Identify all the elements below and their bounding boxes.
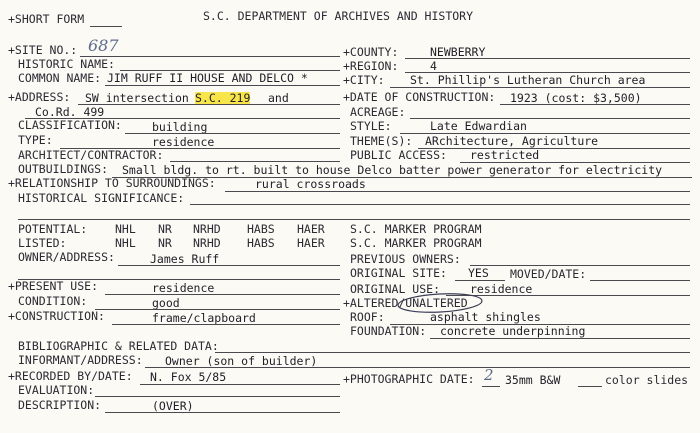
listed-label: LISTED:: [18, 236, 67, 250]
potential-nr: NR: [158, 222, 172, 236]
present-use-value: residence: [152, 281, 215, 295]
photographic-label: +PHOTOGRAPHIC DATE:: [343, 372, 475, 386]
outbuildings-value: Small bldg. to rt. built to house Delco batter power generator for electricity: [122, 163, 663, 177]
themes-label: THEME(S):: [350, 134, 413, 148]
city-line: [390, 87, 690, 88]
listed-habs: HABS: [247, 236, 275, 250]
evaluation-line: [95, 396, 340, 397]
bibliographic-label: BIBLIOGRAPHIC & RELATED DATA:: [18, 339, 219, 353]
foundation-value: concrete underpinning: [440, 324, 586, 338]
department-title: S.C. DEPARTMENT OF ARCHIVES AND HISTORY: [203, 9, 474, 23]
address-value-2: and: [268, 91, 289, 105]
recorded-value: N. Fox 5/85: [150, 370, 227, 384]
relationship-label: +RELATIONSHIP TO SURROUNDINGS:: [8, 176, 216, 190]
present-use-line: [105, 294, 340, 295]
address-value-3: Co.Rd. 499: [35, 105, 105, 119]
type-label: TYPE:: [18, 133, 53, 147]
informant-value: Owner (son of builder): [165, 354, 318, 368]
description-line: [105, 412, 340, 413]
original-use-label: ORIGINAL USE:: [350, 282, 441, 296]
short-form-label: +SHORT FORM: [8, 12, 85, 26]
common-name-line: [105, 85, 340, 86]
photo-count-line: [482, 386, 500, 387]
original-use-value: residence: [470, 282, 533, 296]
recorded-label: +RECORDED BY/DATE:: [8, 369, 133, 383]
site-no-label: +SITE NO.:: [8, 43, 78, 57]
listed-nr: NR: [158, 236, 172, 250]
potential-habs: HABS: [247, 222, 275, 236]
roof-label: ROOF:: [350, 310, 385, 324]
potential-label: POTENTIAL:: [18, 222, 88, 236]
color-slides-label: color slides: [605, 373, 689, 387]
address-line: [78, 104, 340, 105]
recorded-line: [140, 384, 340, 385]
condition-line: [95, 309, 340, 310]
previous-owners-label: PREVIOUS OWNERS:: [350, 252, 461, 266]
region-value: 4: [430, 59, 437, 73]
address-value-1: SW intersection: [85, 91, 189, 105]
style-label: STYLE:: [350, 119, 392, 133]
original-site-line: [455, 280, 505, 281]
original-site-value: YES: [468, 266, 489, 280]
county-label: +COUNTY:: [343, 45, 399, 59]
common-name-label: COMMON NAME:: [18, 71, 102, 85]
short-form-line: [90, 26, 122, 27]
owner-line: [118, 265, 340, 266]
condition-value: good: [152, 296, 180, 310]
historical-significance-line: [190, 204, 690, 205]
historical-significance-line-2: [18, 219, 690, 220]
architect-line: [170, 161, 340, 162]
date-value: 1923 (cost: $3,500): [510, 91, 642, 105]
moved-date-line: [590, 280, 690, 281]
condition-label: CONDITION:: [18, 294, 88, 308]
bibliographic-line: [215, 352, 690, 353]
themes-value: ARchitecture, Agriculture: [425, 134, 599, 148]
region-label: +REGION:: [343, 59, 399, 73]
date-label: +DATE OF CONSTRUCTION:: [343, 90, 496, 104]
potential-nrhd: NRHD: [193, 222, 221, 236]
listed-nrhd: NRHD: [193, 236, 221, 250]
roof-value: asphalt shingles: [430, 310, 541, 324]
outbuildings-label: OUTBUILDINGS:: [18, 162, 109, 176]
county-value: NEWBERRY: [430, 45, 486, 59]
construction-line: [112, 324, 340, 325]
date-line: [500, 104, 690, 105]
description-label: DESCRIPTION:: [18, 398, 102, 412]
marker-program-2: S.C. MARKER PROGRAM: [350, 236, 482, 250]
owner-value: James Ruff: [150, 252, 220, 266]
city-label: +CITY:: [343, 73, 385, 87]
foundation-label: FOUNDATION:: [350, 324, 427, 338]
classification-line: [125, 133, 340, 134]
altered-label: +ALTERED/UNALTERED: [343, 296, 468, 310]
public-access-label: PUBLIC ACCESS:: [350, 148, 447, 162]
description-value: (OVER): [152, 399, 194, 413]
themes-line: [418, 148, 690, 149]
original-site-label: ORIGINAL SITE:: [350, 266, 447, 280]
classification-value: building: [152, 120, 208, 134]
historical-significance-label: HISTORICAL SIGNIFICANCE:: [18, 191, 185, 205]
construction-value: frame/clapboard: [152, 311, 256, 325]
previous-owners-line: [470, 265, 690, 266]
address-highlight: S.C. 219: [195, 91, 251, 105]
historic-name-label: HISTORIC NAME:: [18, 57, 115, 71]
photo-count-value: 2: [484, 366, 494, 384]
relationship-line: [225, 191, 690, 192]
marker-program-1: S.C. MARKER PROGRAM: [350, 222, 482, 236]
informant-label: INFORMANT/ADDRESS:: [18, 353, 143, 367]
address-label: +ADDRESS:: [8, 90, 71, 104]
style-value: Late Edwardian: [430, 119, 527, 133]
potential-nhl: NHL: [115, 222, 136, 236]
architect-label: ARCHITECT/CONTRACTOR:: [18, 148, 164, 162]
present-use-label: +PRESENT USE:: [8, 279, 99, 293]
owner-label: OWNER/ADDRESS:: [18, 250, 115, 264]
informant-line: [145, 367, 690, 368]
evaluation-label: EVALUATION:: [18, 383, 95, 397]
listed-haer: HAER: [297, 236, 325, 250]
acreage-label: ACREAGE:: [350, 105, 406, 119]
listed-nhl: NHL: [115, 236, 136, 250]
color-slides-line: [578, 386, 602, 387]
city-value: St. Phillip's Lutheran Church area: [410, 73, 646, 87]
site-no-line: [80, 56, 340, 57]
photo-value: 35mm B&W: [505, 373, 561, 387]
construction-label: +CONSTRUCTION:: [8, 309, 105, 323]
relationship-value: rural crossroads: [255, 177, 366, 191]
potential-haer: HAER: [297, 222, 325, 236]
public-access-value: restricted: [470, 148, 540, 162]
classification-label: CLASSIFICATION:: [18, 118, 122, 132]
moved-date-label: MOVED/DATE:: [510, 267, 587, 281]
site-no-value: 687: [88, 36, 119, 55]
foundation-line: [430, 338, 690, 339]
county-line: [405, 58, 690, 59]
common-name-value: JIM RUFF II HOUSE AND DELCO *: [107, 71, 308, 85]
type-value: residence: [152, 135, 215, 149]
